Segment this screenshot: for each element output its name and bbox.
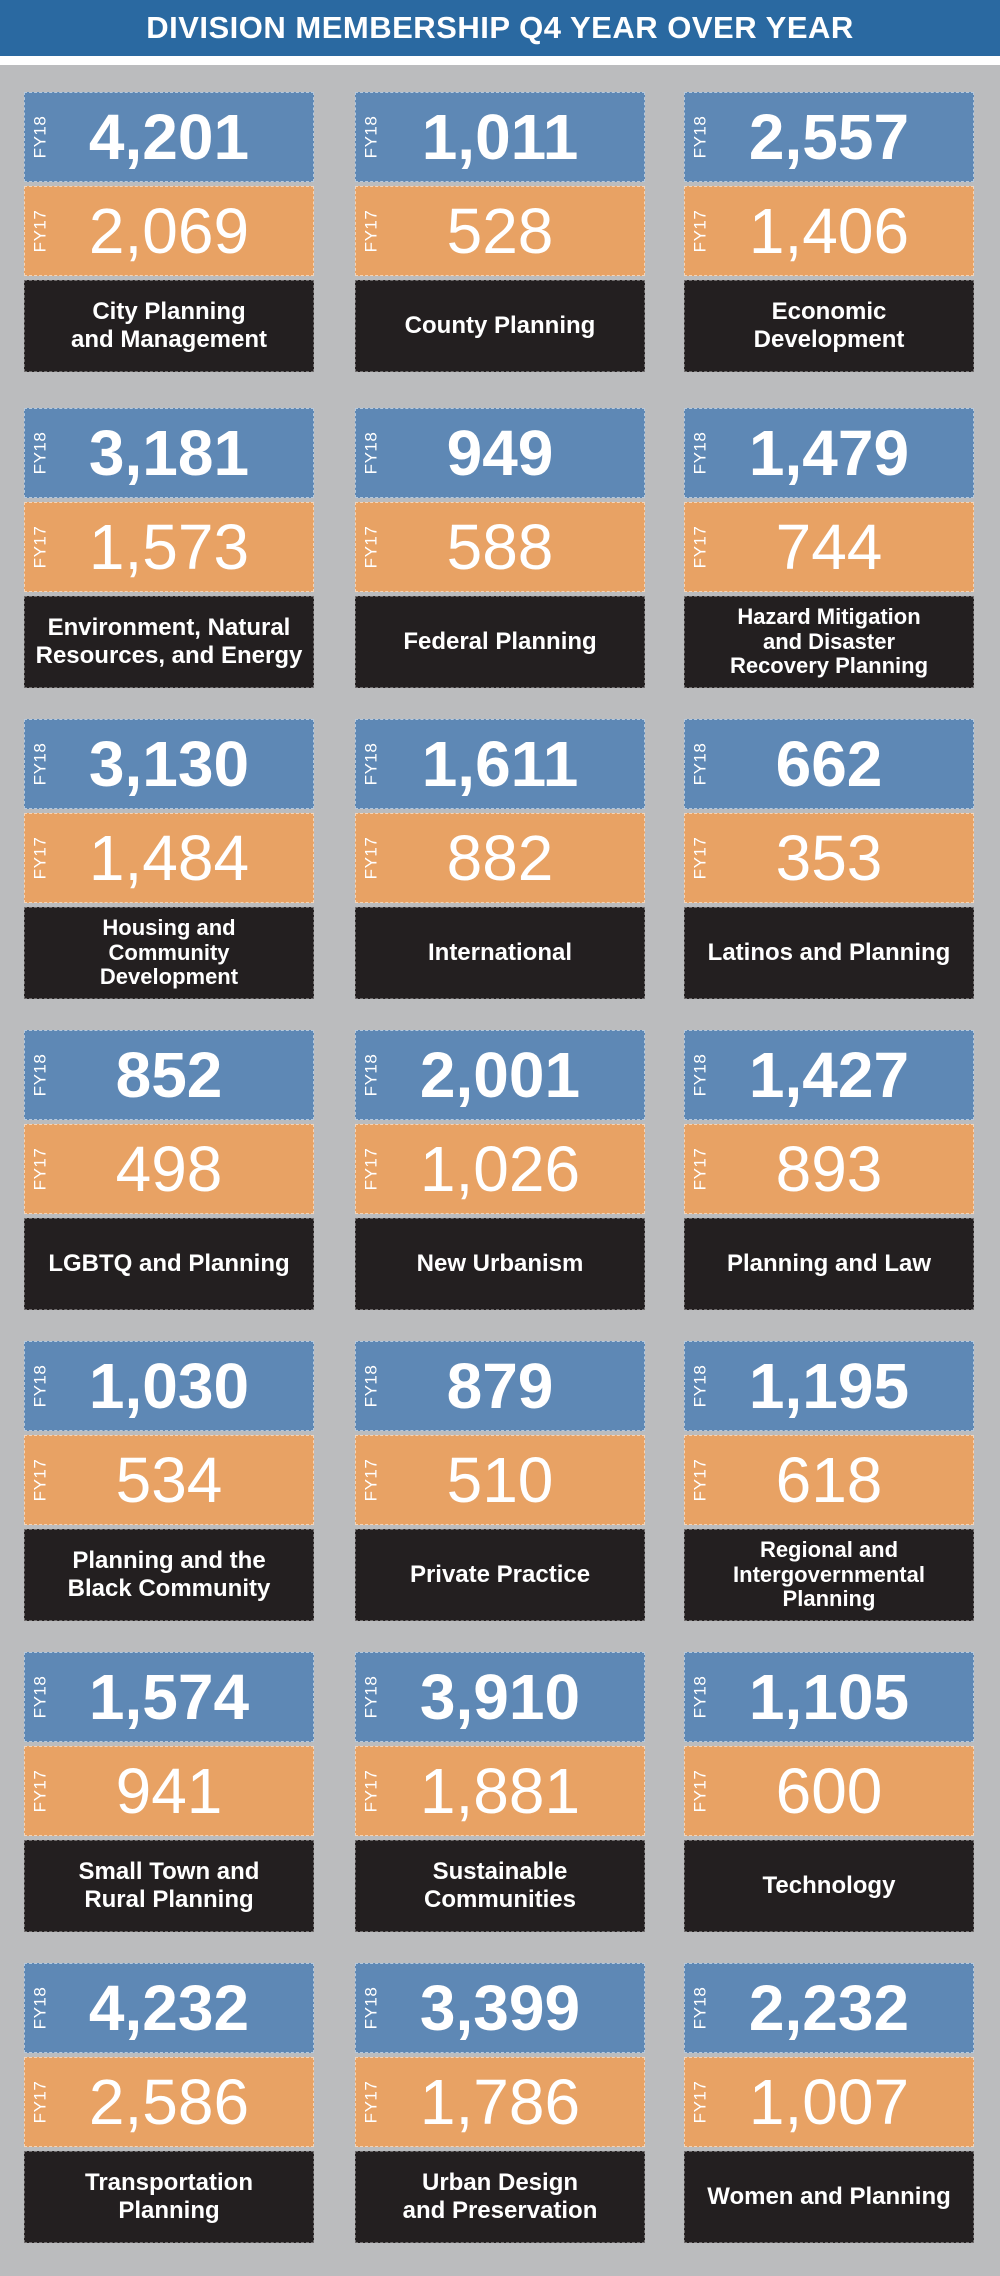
year-label-column [25,409,55,497]
fy18-membership-count: 662 [775,728,883,800]
year-label: FY18 [361,431,381,475]
year-label: FY18 [690,1053,710,1097]
fy17-band [355,1746,645,1836]
division-card [684,1030,974,1318]
division-name: Regional and Intergovernmental Planning [733,1537,925,1612]
year-label-column [25,1125,55,1213]
division-card [684,408,974,696]
fy17-membership-count: 1,007 [748,2066,910,2138]
year-label: FY17 [690,2080,710,2124]
fy17-band [684,813,974,903]
year-label: FY18 [690,431,710,475]
division-card [355,719,645,1007]
year-label-column [685,1031,715,1119]
year-label-column [685,1653,715,1741]
division-name: Transportation Planning [84,2168,253,2224]
fy17-band [24,1746,314,1836]
fy18-membership-count: 1,479 [748,417,910,489]
fy17-band [24,1124,314,1214]
division-card [24,719,314,1007]
year-label: FY18 [690,1364,710,1408]
division-name: Small Town and Rural Planning [78,1857,260,1913]
fy18-band [684,408,974,498]
division-card [355,1963,645,2251]
fy18-membership-count: 1,030 [88,1350,250,1422]
year-label-column [356,1125,386,1213]
year-label-column [685,1964,715,2052]
division-label-band [684,596,974,688]
year-label: FY18 [361,1986,381,2030]
fy17-band [684,502,974,592]
division-name: Planning and Law [726,1249,931,1277]
fy17-membership-count: 941 [115,1755,223,1827]
division-card [684,719,974,1007]
fy18-band [24,1963,314,2053]
year-label: FY17 [690,1458,710,1502]
fy18-band [684,1963,974,2053]
division-name: Urban Design and Preservation [402,2168,598,2224]
fy17-band [24,1435,314,1525]
division-name: New Urbanism [416,1249,584,1277]
division-name: Women and Planning [707,2182,951,2210]
year-label: FY17 [30,836,50,880]
division-name: City Planning and Management [70,297,268,353]
year-label: FY17 [690,836,710,880]
fy18-band [24,1341,314,1431]
fy18-membership-count: 3,910 [419,1661,581,1733]
fy17-membership-count: 1,573 [88,511,250,583]
year-label-column [25,2058,55,2146]
fy17-band [355,186,645,276]
year-label-column [25,1964,55,2052]
fy18-band [24,92,314,182]
page-title: DIVISION MEMBERSHIP Q4 YEAR OVER YEAR [146,10,854,45]
year-label-column [356,814,386,902]
year-label: FY17 [30,1458,50,1502]
year-label-column [25,187,55,275]
year-label-column [685,814,715,902]
division-card [684,1341,974,1629]
fy17-band [24,502,314,592]
division-label-band [355,1840,645,1932]
year-label-column [356,1436,386,1524]
fy18-band [355,1963,645,2053]
division-label-band [355,280,645,372]
division-name: Technology [762,1871,896,1899]
year-label-column [685,1747,715,1835]
fy18-band [684,92,974,182]
division-card [355,408,645,696]
division-label-band [684,2151,974,2243]
year-label-column [25,1342,55,1430]
year-label-column [356,93,386,181]
division-label-band [24,280,314,372]
year-label: FY18 [30,1986,50,2030]
year-label-column [356,1653,386,1741]
division-label-band [684,280,974,372]
year-label: FY18 [361,1675,381,1719]
year-label: FY17 [30,209,50,253]
year-label: FY17 [361,1769,381,1813]
fy18-band [684,1652,974,1742]
division-name: County Planning [404,311,596,339]
year-label-column [685,93,715,181]
division-card [24,1341,314,1629]
fy18-band [684,1030,974,1120]
fy17-band [355,2057,645,2147]
year-label: FY17 [30,1769,50,1813]
fy17-membership-count: 588 [446,511,554,583]
division-card [684,1652,974,1940]
fy17-membership-count: 498 [115,1133,223,1205]
fy17-membership-count: 510 [446,1444,554,1516]
year-label: FY18 [30,115,50,159]
year-label: FY17 [690,525,710,569]
fy17-membership-count: 1,026 [419,1133,581,1205]
year-label-column [25,1436,55,1524]
year-label: FY17 [361,525,381,569]
year-label: FY17 [361,836,381,880]
division-label-band [355,1218,645,1310]
fy18-membership-count: 949 [446,417,554,489]
division-card [355,1652,645,1940]
fy17-band [355,1124,645,1214]
fy18-membership-count: 3,130 [88,728,250,800]
fy18-membership-count: 1,195 [748,1350,910,1422]
division-name: Planning and the Black Community [67,1546,271,1602]
year-label: FY18 [690,742,710,786]
year-label-column [685,503,715,591]
division-label-band [355,596,645,688]
fy17-membership-count: 528 [446,195,554,267]
fy18-band [355,719,645,809]
division-card [684,92,974,380]
year-label: FY18 [30,1364,50,1408]
fy18-band [24,408,314,498]
year-label: FY17 [30,525,50,569]
year-label: FY18 [30,742,50,786]
year-label-column [25,1031,55,1119]
fy18-membership-count: 2,232 [748,1972,910,2044]
fy17-band [24,186,314,276]
year-label: FY17 [690,1147,710,1191]
fy18-band [684,719,974,809]
fy18-membership-count: 3,399 [419,1972,581,2044]
fy17-membership-count: 882 [446,822,554,894]
year-label-column [685,1436,715,1524]
fy17-band [355,1435,645,1525]
year-label: FY18 [30,1675,50,1719]
fy17-membership-count: 2,069 [88,195,250,267]
fy17-band [24,813,314,903]
year-label-column [25,503,55,591]
fy18-band [24,1030,314,1120]
fy17-band [684,186,974,276]
fy18-membership-count: 3,181 [88,417,250,489]
fy18-membership-count: 2,001 [419,1039,581,1111]
year-label-column [356,1342,386,1430]
division-card [24,1652,314,1940]
division-label-band [24,907,314,999]
year-label: FY17 [361,2080,381,2124]
fy17-membership-count: 744 [775,511,883,583]
year-label-column [685,187,715,275]
fy18-band [355,1341,645,1431]
fy18-membership-count: 1,427 [748,1039,910,1111]
year-label-column [25,720,55,808]
fy17-membership-count: 600 [775,1755,883,1827]
division-name: International [427,938,572,966]
fy17-band [24,2057,314,2147]
division-label-band [684,1840,974,1932]
year-label: FY18 [361,1053,381,1097]
year-label: FY18 [690,1675,710,1719]
division-name: Environment, Natural Resources, and Energy [35,613,303,669]
division-name: Housing and Community Development [99,915,239,990]
division-label-band [355,2151,645,2243]
year-label: FY17 [30,1147,50,1191]
fy17-band [355,502,645,592]
year-label-column [25,1653,55,1741]
fy17-membership-count: 1,484 [88,822,250,894]
fy18-band [24,1652,314,1742]
division-card [24,1963,314,2251]
year-label-column [356,187,386,275]
fy18-band [684,1341,974,1431]
year-label-column [685,409,715,497]
fy17-band [684,1124,974,1214]
fy18-membership-count: 4,201 [88,101,250,173]
division-label-band [684,1529,974,1621]
year-label: FY18 [361,115,381,159]
year-label: FY18 [690,115,710,159]
division-name: Federal Planning [403,627,597,655]
division-label-band [24,2151,314,2243]
division-card [24,408,314,696]
fy18-membership-count: 4,232 [88,1972,250,2044]
division-name: LGBTQ and Planning [48,1249,290,1277]
division-card [24,92,314,380]
division-label-band [24,1529,314,1621]
division-name: Hazard Mitigation and Disaster Recovery Planning [729,604,929,679]
division-label-band [684,907,974,999]
fy18-membership-count: 852 [115,1039,223,1111]
fy17-band [355,813,645,903]
fy17-band [684,1746,974,1836]
year-label: FY17 [30,2080,50,2124]
year-label-column [25,93,55,181]
division-label-band [355,1529,645,1621]
year-label: FY18 [690,1986,710,2030]
division-name: Latinos and Planning [707,938,951,966]
year-label: FY18 [30,431,50,475]
division-label-band [24,1840,314,1932]
year-label-column [685,1125,715,1213]
year-label: FY17 [690,209,710,253]
year-label-column [25,1747,55,1835]
division-name: Private Practice [409,1560,591,1588]
division-card [24,1030,314,1318]
year-label: FY18 [361,742,381,786]
fy17-membership-count: 2,586 [88,2066,250,2138]
fy17-membership-count: 534 [115,1444,223,1516]
fy17-band [684,2057,974,2147]
year-label-column [356,2058,386,2146]
year-label-column [356,409,386,497]
division-name: Economic Development [753,297,905,353]
fy17-membership-count: 618 [775,1444,883,1516]
year-label: FY18 [30,1053,50,1097]
fy17-membership-count: 1,786 [419,2066,581,2138]
fy18-membership-count: 1,011 [421,101,579,173]
year-label: FY17 [361,1147,381,1191]
year-label: FY17 [361,1458,381,1502]
fy17-membership-count: 893 [775,1133,883,1205]
fy17-membership-count: 1,406 [748,195,910,267]
division-name: Sustainable Communities [423,1857,576,1913]
fy18-band [355,408,645,498]
fy18-band [355,92,645,182]
fy18-band [355,1652,645,1742]
fy17-band [684,1435,974,1525]
fy18-membership-count: 879 [446,1350,554,1422]
year-label-column [25,814,55,902]
year-label-column [356,503,386,591]
division-card [355,92,645,380]
year-label: FY17 [690,1769,710,1813]
year-label-column [685,2058,715,2146]
year-label-column [356,1747,386,1835]
fy18-membership-count: 1,611 [421,728,579,800]
fy18-membership-count: 2,557 [748,101,910,173]
division-label-band [24,596,314,688]
year-label: FY18 [361,1364,381,1408]
year-label: FY17 [361,209,381,253]
year-label-column [685,1342,715,1430]
year-label-column [356,1964,386,2052]
fy18-membership-count: 1,574 [88,1661,250,1733]
fy17-membership-count: 1,881 [419,1755,581,1827]
division-card [355,1341,645,1629]
year-label-column [685,720,715,808]
division-label-band [355,907,645,999]
year-label-column [356,1031,386,1119]
fy18-membership-count: 1,105 [748,1661,910,1733]
division-label-band [684,1218,974,1310]
fy18-band [355,1030,645,1120]
division-card [355,1030,645,1318]
division-label-band [24,1218,314,1310]
division-card [684,1963,974,2251]
fy18-band [24,719,314,809]
year-label-column [356,720,386,808]
fy17-membership-count: 353 [775,822,883,894]
